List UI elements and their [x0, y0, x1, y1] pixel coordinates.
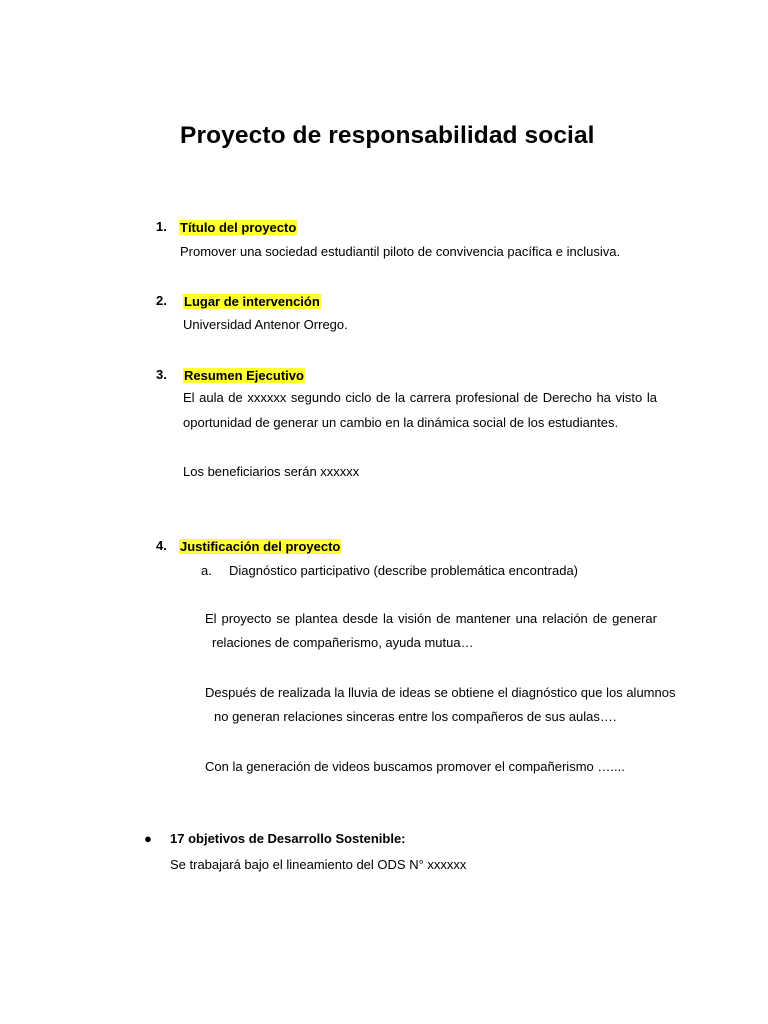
- word: ha: [596, 390, 611, 405]
- word: se: [276, 611, 291, 626]
- section-4-heading-text: Justificación del proyecto: [180, 539, 341, 554]
- word: la: [395, 390, 406, 405]
- section-4-number: 4.: [156, 538, 167, 553]
- page-title: Proyecto de responsabilidad social: [180, 122, 595, 149]
- word: plantea: [295, 611, 338, 626]
- word: desde: [342, 611, 379, 626]
- word: generar: [612, 611, 657, 626]
- section-4-sub-heading: Diagnóstico participativo (describe problemática encontrada): [229, 563, 579, 578]
- word: relación: [542, 611, 588, 626]
- word: la: [383, 611, 394, 626]
- ods-body: Se trabajará bajo el lineamiento del ODS N° xxxxxx: [170, 857, 467, 872]
- section-2-number: 2.: [156, 293, 167, 308]
- section-1-body: Promover una sociedad estudiantil piloto de convivencia pacífica e inclusiva.: [180, 244, 621, 259]
- section-3-beneficiaries: Los beneficiarios serán xxxxxx: [183, 464, 360, 479]
- section-3-paragraph-line-1: [183, 390, 657, 405]
- ods-bullet: ●: [144, 831, 152, 846]
- section-2-heading: [183, 293, 321, 311]
- section-4-paragraph-1-line-2: relaciones de compañerismo, ayuda mutua…: [212, 635, 474, 650]
- word: de: [523, 390, 539, 405]
- word: la: [646, 390, 657, 405]
- word: xxxxxx: [247, 390, 287, 405]
- section-3-heading: [183, 367, 305, 385]
- section-3-paragraph-line-2: oportunidad de generar un cambio en la dinámica social de los estudiantes.: [183, 415, 619, 430]
- section-4-paragraph-2-line-2: no generan relaciones sinceras entre los compañeros de sus aulas….: [214, 709, 617, 724]
- word: profesional: [455, 390, 520, 405]
- word: de: [592, 611, 608, 626]
- word: mantener: [455, 611, 511, 626]
- section-4-paragraph-3: Con la generación de videos buscamos promover el compañerismo …....: [205, 759, 625, 774]
- section-4-sub-letter: a.: [201, 563, 212, 578]
- section-1-heading: [179, 219, 297, 237]
- word: visto: [615, 390, 643, 405]
- section-4-paragraph-1-line-1: [205, 611, 657, 626]
- section-3-heading-text: Resumen Ejecutivo: [184, 368, 304, 383]
- section-2-body: Universidad Antenor Orrego.: [183, 317, 348, 332]
- word: El: [205, 611, 217, 626]
- section-2-heading-text: Lugar de intervención: [184, 294, 320, 309]
- word: una: [515, 611, 538, 626]
- word: Derecho: [542, 390, 592, 405]
- section-1-heading-text: Título del proyecto: [180, 220, 297, 235]
- ods-heading: 17 objetivos de Desarrollo Sostenible:: [170, 831, 406, 846]
- word: de: [436, 611, 451, 626]
- section-4-heading: [179, 538, 341, 556]
- section-4-paragraph-2-line-1: Después de realizada la lluvia de ideas se obtiene el diagnóstico que los alumnos: [205, 685, 676, 700]
- section-1-number: 1.: [156, 219, 167, 234]
- word: ciclo: [345, 390, 372, 405]
- section-3-number: 3.: [156, 367, 167, 382]
- word: segundo: [290, 390, 341, 405]
- word: de: [228, 390, 243, 405]
- word: visión: [398, 611, 432, 626]
- word: carrera: [409, 390, 451, 405]
- word: de: [375, 390, 391, 405]
- word: El: [183, 390, 195, 405]
- word: aula: [199, 390, 224, 405]
- word: proyecto: [221, 611, 272, 626]
